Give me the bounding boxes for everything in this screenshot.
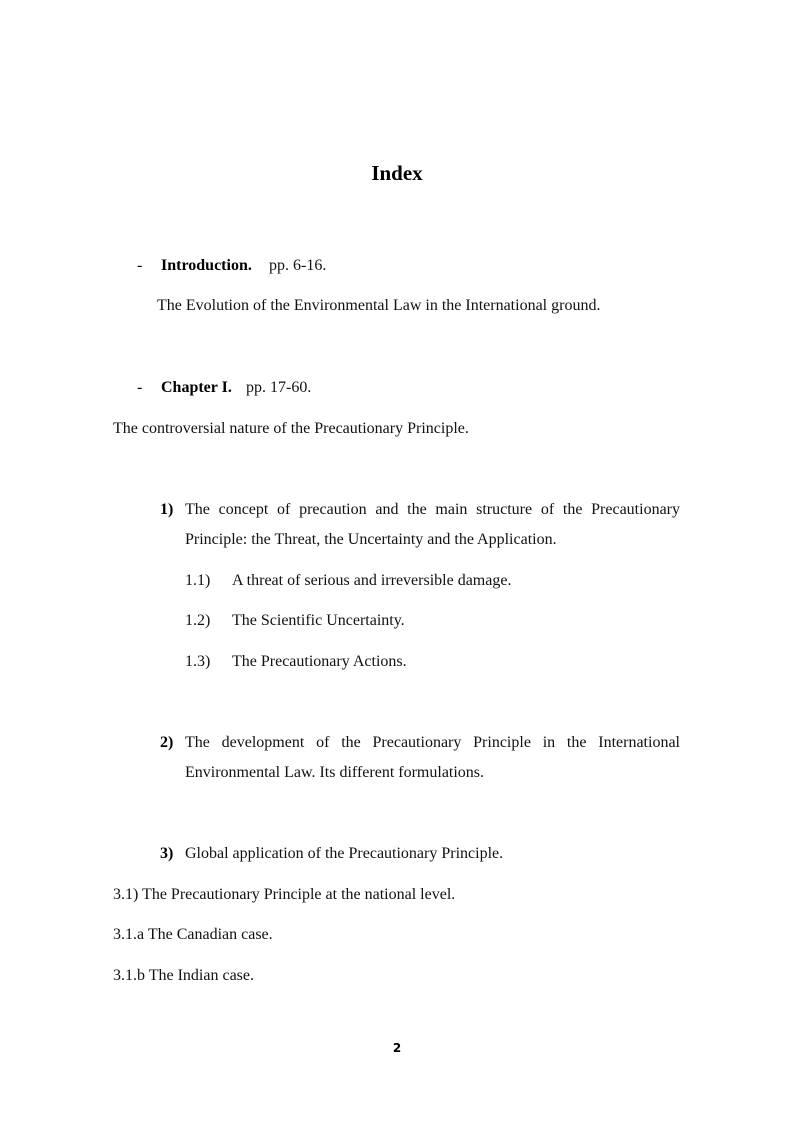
- page-title: Index: [371, 161, 423, 185]
- list-item: 3.1.b The Indian case.: [113, 967, 254, 984]
- section-title-line: The development of the Precautionary Principle in the International: [185, 734, 680, 751]
- subsection-number: 1.3): [185, 653, 211, 670]
- chapter1-dash: -: [137, 379, 143, 396]
- page-number: 2: [392, 1041, 402, 1055]
- section-number: 2): [160, 734, 174, 751]
- intro-label: Introduction.: [161, 257, 252, 274]
- section-title-line: Global application of the Precautionary Principle.: [185, 845, 504, 862]
- subsection-number: 1.2): [185, 612, 211, 629]
- intro-dash: -: [137, 257, 143, 274]
- section-title-line: The concept of precaution and the main structure of the Precautionary: [185, 501, 680, 518]
- chapter1-pages: pp. 17-60.: [246, 379, 312, 396]
- section-title-line: Principle: the Threat, the Uncertainty and the Application.: [185, 531, 557, 548]
- section-number: 1): [160, 501, 174, 518]
- chapter1-subtitle: The controversial nature of the Precautionary Principle.: [113, 420, 469, 437]
- list-item: 3.1.a The Canadian case.: [113, 926, 273, 943]
- section-title-line: Environmental Law. Its different formulations.: [185, 764, 485, 781]
- chapter1-label: Chapter I.: [161, 379, 232, 396]
- list-item: 3.1) The Precautionary Principle at the national level.: [113, 886, 456, 903]
- intro-subtitle: The Evolution of the Environmental Law in the International ground.: [157, 297, 601, 314]
- section-number: 3): [160, 845, 174, 862]
- intro-pages: pp. 6-16.: [269, 257, 327, 274]
- subsection-title: The Precautionary Actions.: [232, 653, 407, 670]
- subsection-title: The Scientific Uncertainty.: [232, 612, 405, 629]
- subsection-title: A threat of serious and irreversible damage.: [232, 572, 512, 589]
- subsection-number: 1.1): [185, 572, 211, 589]
